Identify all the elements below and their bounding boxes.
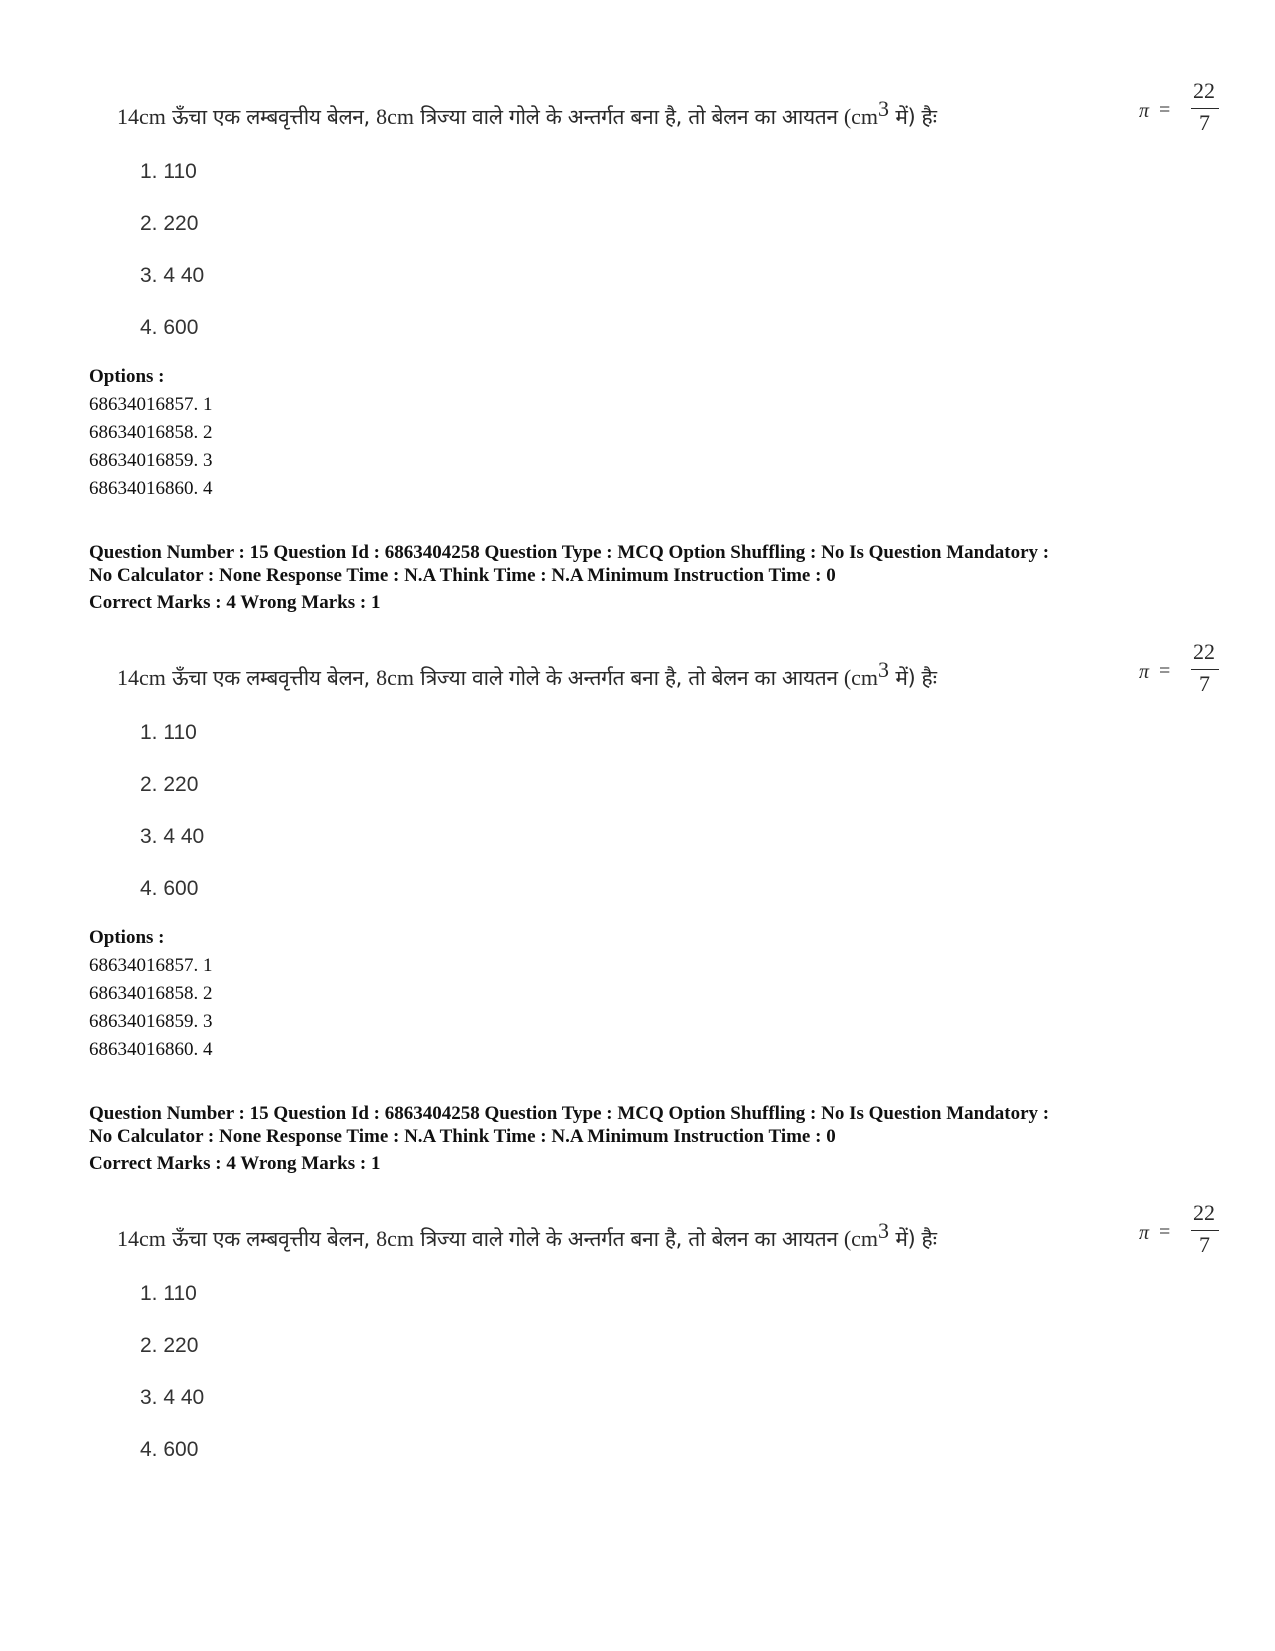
option-id-4: 68634016860. 4: [89, 478, 213, 499]
choice-4: 4. 600: [140, 316, 199, 339]
choice-1: 1. 110: [140, 721, 197, 744]
question-text: 14cm ऊँचा एक लम्बवृत्तीय बेलन, 8cm त्रिज्या वाले गोले के अन्तर्गत बना है, तो बेलन का आयतन ($cm^3$ में) हैः: [117, 1218, 937, 1251]
choice-4: 4. 600: [140, 1438, 199, 1461]
option-id-3: 68634016859. 3: [89, 450, 213, 471]
fraction-bar: [1191, 1230, 1219, 1231]
fraction-bar: [1191, 108, 1219, 109]
option-id-4: 68634016860. 4: [89, 1039, 213, 1060]
choice-4: 4. 600: [140, 877, 199, 900]
option-id-1: 68634016857. 1: [89, 394, 213, 415]
question-line: [117, 1200, 1215, 1262]
question-marks-2: Correct Marks : 4 Wrong Marks : 1: [89, 1153, 381, 1174]
question-meta-2: Question Number : 15 Question Id : 6863404258 Question Type : MCQ Option Shuffling : No Is Question Mandatory : No Calculator : None Response Time : N.A Think Time : N.A Minimum Instruction Time : 0: [89, 1103, 1050, 1147]
question-line: [117, 78, 1215, 140]
option-id-3: 68634016859. 3: [89, 1011, 213, 1032]
choice-2: 2. 220: [140, 212, 199, 235]
choice-2: 2. 220: [140, 1334, 199, 1357]
option-id-1: 68634016857. 1: [89, 955, 213, 976]
pi-fraction: π = 22 7: [1139, 80, 1219, 140]
question-marks-1: Correct Marks : 4 Wrong Marks : 1: [89, 592, 381, 613]
question-meta-1: Question Number : 15 Question Id : 6863404258 Question Type : MCQ Option Shuffling : No Is Question Mandatory : No Calculator : None Response Time : N.A Think Time : N.A Minimum Instruction Time : 0: [89, 542, 1050, 586]
pi-fraction: π = 22 7: [1139, 641, 1219, 701]
option-id-2: 68634016858. 2: [89, 983, 213, 1004]
options-heading: Options :: [89, 366, 165, 387]
pi-fraction: π = 22 7: [1139, 1202, 1219, 1262]
choice-1: 1. 110: [140, 1282, 197, 1305]
choice-3: 3. 4 40: [140, 264, 205, 287]
choice-1: 1. 110: [140, 160, 197, 183]
choice-2: 2. 220: [140, 773, 199, 796]
choice-3: 3. 4 40: [140, 825, 205, 848]
choice-3: 3. 4 40: [140, 1386, 205, 1409]
options-heading: Options :: [89, 927, 165, 948]
question-text: 14cm ऊँचा एक लम्बवृत्तीय बेलन, 8cm त्रिज्या वाले गोले के अन्तर्गत बना है, तो बेलन का आयतन ($cm^3$ में) हैः: [117, 657, 937, 690]
option-id-2: 68634016858. 2: [89, 422, 213, 443]
question-line: [117, 639, 1215, 701]
fraction-bar: [1191, 669, 1219, 670]
question-text: 14cm ऊँचा एक लम्बवृत्तीय बेलन, 8cm त्रिज्या वाले गोले के अन्तर्गत बना है, तो बेलन का आयतन ($cm^3$ में) हैः: [117, 96, 937, 129]
